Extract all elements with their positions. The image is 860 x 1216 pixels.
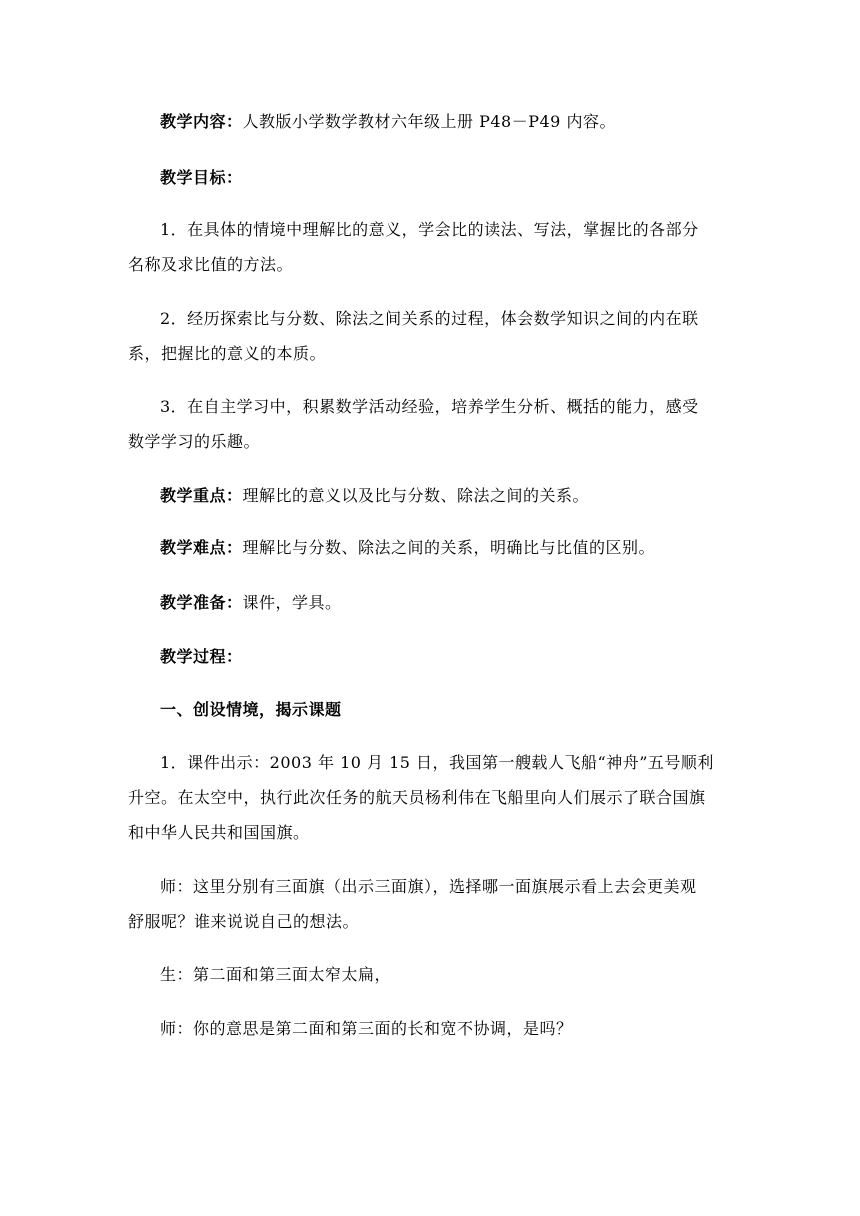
key-point-text: 理解比的意义以及比与分数、除法之间的关系。 — [242, 486, 590, 505]
key-point-label: 教学重点： — [160, 486, 243, 505]
process-heading-text: 教学过程： — [160, 647, 243, 666]
teacher-line-1 — [128, 869, 732, 939]
step-1-line-2: 升空。在太空中，执行此次任务的航天员杨利伟在飞船里向人们展示了联合国旗 — [128, 788, 706, 807]
goal-item-2 — [128, 301, 732, 371]
step-1-line-3: 和中华人民共和国国旗。 — [128, 823, 310, 842]
teacher-line-2 — [128, 1011, 732, 1046]
key-point — [128, 478, 732, 513]
goal-item-1-line-1: 1．在具体的情境中理解比的意义，学会比的读法、写法，掌握比的各部分 — [160, 220, 699, 239]
goal-item-2-line-1: 2．经历探索比与分数、除法之间关系的过程，体会数学知识之间的内在联 — [160, 309, 699, 328]
step-1-line-1: 1．课件出示：2003 年 10 月 15 日，我国第一艘载人飞船“神舟”五号顺利 — [160, 753, 714, 772]
difficulty-text: 理解比与分数、除法之间的关系，明确比与比值的区别。 — [242, 538, 656, 557]
process-heading — [128, 639, 732, 674]
teaching-content-label: 教学内容： — [160, 112, 243, 131]
teacher-line-1-part-1: 师：这里分别有三面旗（出示三面旗），选择哪一面旗展示看上去会更美观 — [160, 877, 697, 896]
difficulty — [128, 530, 732, 565]
teaching-goals-heading-text: 教学目标： — [160, 168, 243, 187]
step-1 — [128, 745, 732, 850]
teaching-content-text: 人教版小学数学教材六年级上册 P48－P49 内容。 — [242, 112, 616, 131]
section-1-title — [128, 692, 732, 727]
student-line-1-text: 生：第二面和第三面太窄太扁， — [160, 965, 392, 984]
teaching-goals-heading — [128, 160, 732, 195]
preparation-text: 课件，学具。 — [242, 593, 342, 612]
student-line-1 — [128, 957, 732, 992]
goal-item-2-line-2: 系，把握比的意义的本质。 — [128, 344, 327, 363]
goal-item-1 — [128, 212, 732, 282]
goal-item-3-line-1: 3．在自主学习中，积累数学活动经验，培养学生分析、概括的能力，感受 — [160, 397, 699, 416]
section-1-title-text: 一、创设情境，揭示课题 — [160, 700, 342, 719]
preparation-label: 教学准备： — [160, 593, 243, 612]
difficulty-label: 教学难点： — [160, 538, 243, 557]
teacher-line-1-part-2: 舒服呢？谁来说说自己的想法。 — [128, 912, 360, 931]
goal-item-3 — [128, 389, 732, 459]
preparation — [128, 585, 732, 620]
goal-item-3-line-2: 数学学习的乐趣。 — [128, 432, 261, 451]
teaching-content — [128, 104, 732, 139]
goal-item-1-line-2: 名称及求比值的方法。 — [128, 255, 294, 274]
teacher-line-2-text: 师：你的意思是第二面和第三面的长和宽不协调，是吗？ — [160, 1019, 573, 1038]
